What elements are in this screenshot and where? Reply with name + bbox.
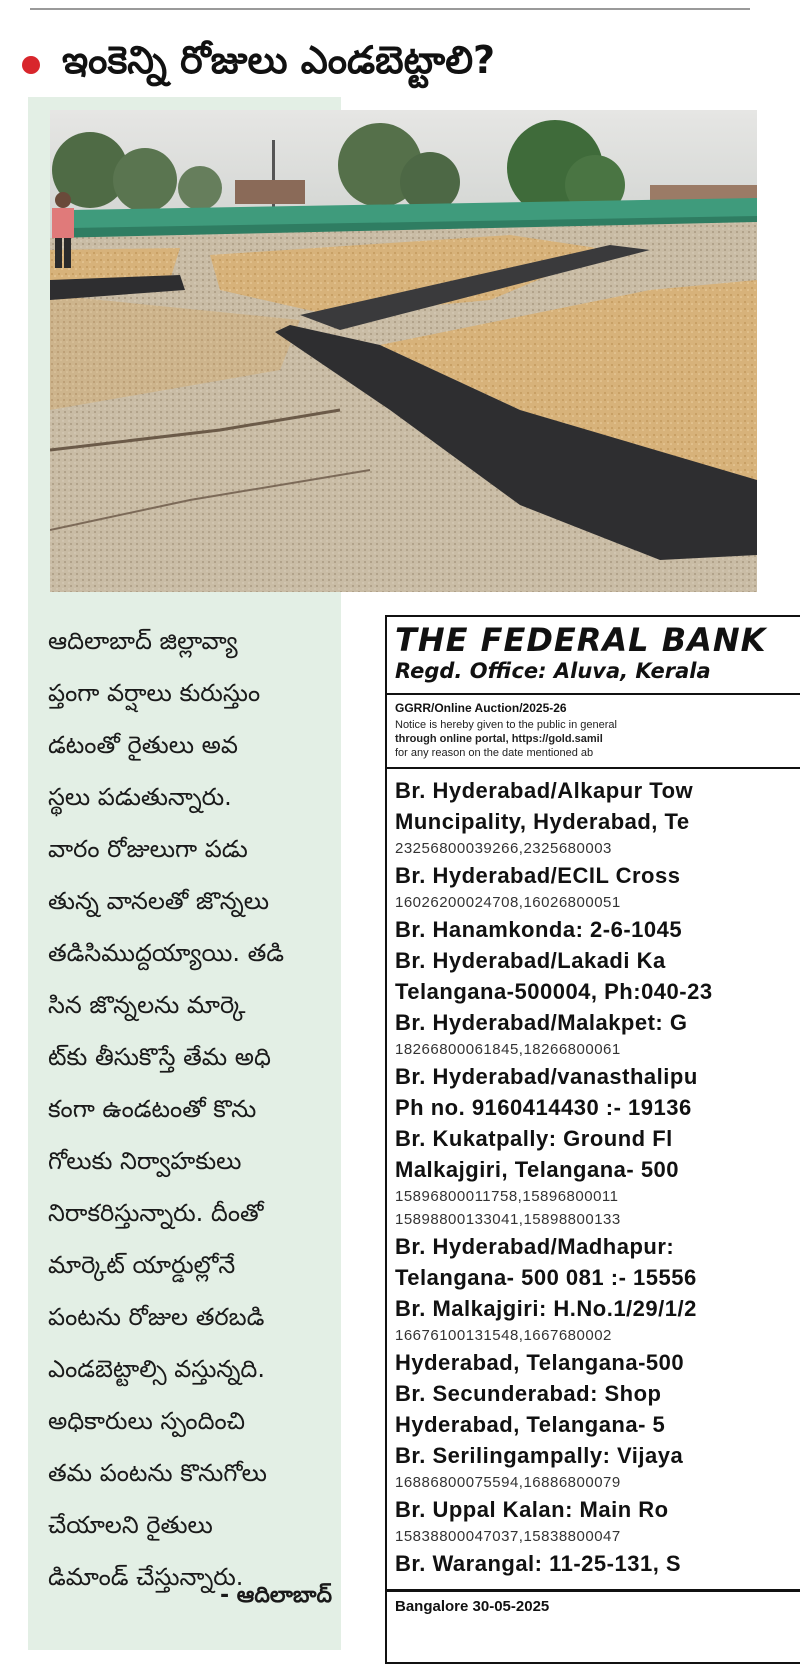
headline — [22, 30, 782, 100]
ad-account-numbers: 16886800075594,16886800079 — [395, 1474, 621, 1491]
ad-branch-line: Br. Kukatpally: Ground Fl — [395, 1126, 673, 1151]
story-text — [48, 615, 338, 1603]
ad-footer: Bangalore 30-05-2025 — [395, 1598, 550, 1615]
ad-account-numbers: 18266800061845,18266800061 — [395, 1041, 621, 1058]
ad-branch-line: Br. Warangal: 11-25-131, S — [395, 1551, 682, 1576]
story-line: మార్కెట్ యార్డుల్లోనే — [48, 1251, 236, 1279]
story-line: సిన జొన్నలను మార్కె — [48, 991, 246, 1019]
ad-account-numbers: 16026200024708,16026800051 — [395, 894, 621, 911]
ad-branch-line: Br. Hyderabad/Lakadi Ka — [395, 948, 666, 973]
story-line: స్థలు పడుతున్నారు. — [48, 783, 232, 811]
story-line: ప్తంగా వర్షాలు కురుస్తుం — [48, 679, 261, 707]
ad-branch-line: Telangana- 500 081 :- 15556 — [395, 1265, 697, 1290]
ad-branch-line: Br. Hyderabad/Madhapur: — [395, 1234, 675, 1259]
ad-branch-line: Hyderabad, Telangana- 5 — [395, 1412, 666, 1437]
ad-branch-line: Br. Hanamkonda: 2-6-1045 — [395, 917, 683, 942]
ad-notice-line: for any reason on the date mentioned ab — [395, 747, 594, 759]
story-line: తమ పంటను కొనుగోలు — [48, 1459, 267, 1487]
bank-auction-notice — [385, 615, 800, 1664]
ad-notice-line: Notice is hereby given to the public in general — [395, 719, 617, 731]
ad-branch-line: Malkajgiri, Telangana- 500 — [395, 1157, 680, 1182]
ad-account-numbers: 15898800133041,15898800133 — [395, 1211, 621, 1228]
ad-branch-line: Ph no. 9160414430 :- 19136 — [395, 1095, 692, 1120]
ad-branch-line: Hyderabad, Telangana-500 — [395, 1350, 685, 1375]
ad-account-numbers: 16676100131548,1667680002 — [395, 1327, 612, 1344]
ad-branch-line: Br. Hyderabad/Alkapur Tow — [395, 778, 694, 803]
ad-branch-line: Br. Hyderabad/ECIL Cross — [395, 863, 681, 888]
ad-branch-line: Muncipality, Hyderabad, Te — [395, 809, 690, 834]
story-line: ట్‌కు తీసుకొస్తే తేమ అధి — [48, 1043, 271, 1071]
story-line: పంటను రోజుల తరబడి — [48, 1303, 265, 1331]
dateline: - ఆదిలాబాద్ — [219, 1583, 332, 1608]
bullet-icon — [22, 56, 40, 74]
story-line: తున్న వానలతో జొన్నలు — [48, 887, 270, 915]
ad-reference: GGRR/Online Auction/2025-26 — [395, 701, 567, 715]
ad-branch-line: Br. Hyderabad/vanasthalipu — [395, 1064, 698, 1089]
story-line: ఆదిలాబాద్ జిల్లావ్యా — [48, 627, 238, 655]
ad-branch-line: Br. Serilingampally: Vijaya — [395, 1443, 684, 1468]
ad-title: THE FEDERAL BANK — [395, 621, 767, 659]
ad-branch-list — [387, 769, 800, 1579]
crop-drying-photo — [50, 110, 757, 592]
headline-text: ఇంకెన్ని రోజులు ఎండబెట్టాలి? — [62, 38, 496, 82]
photo-illustration — [50, 110, 757, 592]
ad-subtitle: Regd. Office: Aluva, Kerala — [395, 659, 711, 683]
story-line: గోలుకు నిర్వాహకులు — [48, 1147, 242, 1175]
ad-branch-line: Br. Uppal Kalan: Main Ro — [395, 1497, 669, 1522]
ad-account-numbers: 23256800039266,2325680003 — [395, 840, 612, 857]
ad-account-numbers: 15838800047037,15838800047 — [395, 1528, 621, 1545]
story-line: డటంతో రైతులు అవ — [48, 731, 238, 759]
story-line: అధికారులు స్పందించి — [48, 1407, 246, 1435]
story-line: నిరాకరిస్తున్నారు. దీంతో — [48, 1199, 264, 1227]
ad-branch-line: Telangana-500004, Ph:040-23 — [395, 979, 713, 1004]
ad-notice-line: through online portal, https://gold.samil — [395, 733, 603, 745]
ad-branch-line: Br. Secunderabad: Shop — [395, 1381, 662, 1406]
ad-branch-line: Br. Hyderabad/Malakpet: G — [395, 1010, 688, 1035]
story-line: చేయాలని రైతులు — [48, 1511, 213, 1539]
top-rule — [30, 8, 750, 10]
ad-branch-line: Br. Malkajgiri: H.No.1/29/1/2 — [395, 1296, 697, 1321]
story-line: ఎండబెట్టాల్సి వస్తున్నది. — [48, 1355, 265, 1383]
story-line: డిమాండ్ చేస్తున్నారు. — [48, 1563, 244, 1591]
story-line: వారం రోజులుగా పడు — [48, 835, 248, 863]
ad-account-numbers: 15896800011758,15896800011 — [395, 1188, 619, 1205]
story-line: తడిసిముద్దయ్యాయి. తడి — [48, 939, 285, 967]
story-line: కంగా ఉండటంతో కొను — [48, 1095, 257, 1123]
